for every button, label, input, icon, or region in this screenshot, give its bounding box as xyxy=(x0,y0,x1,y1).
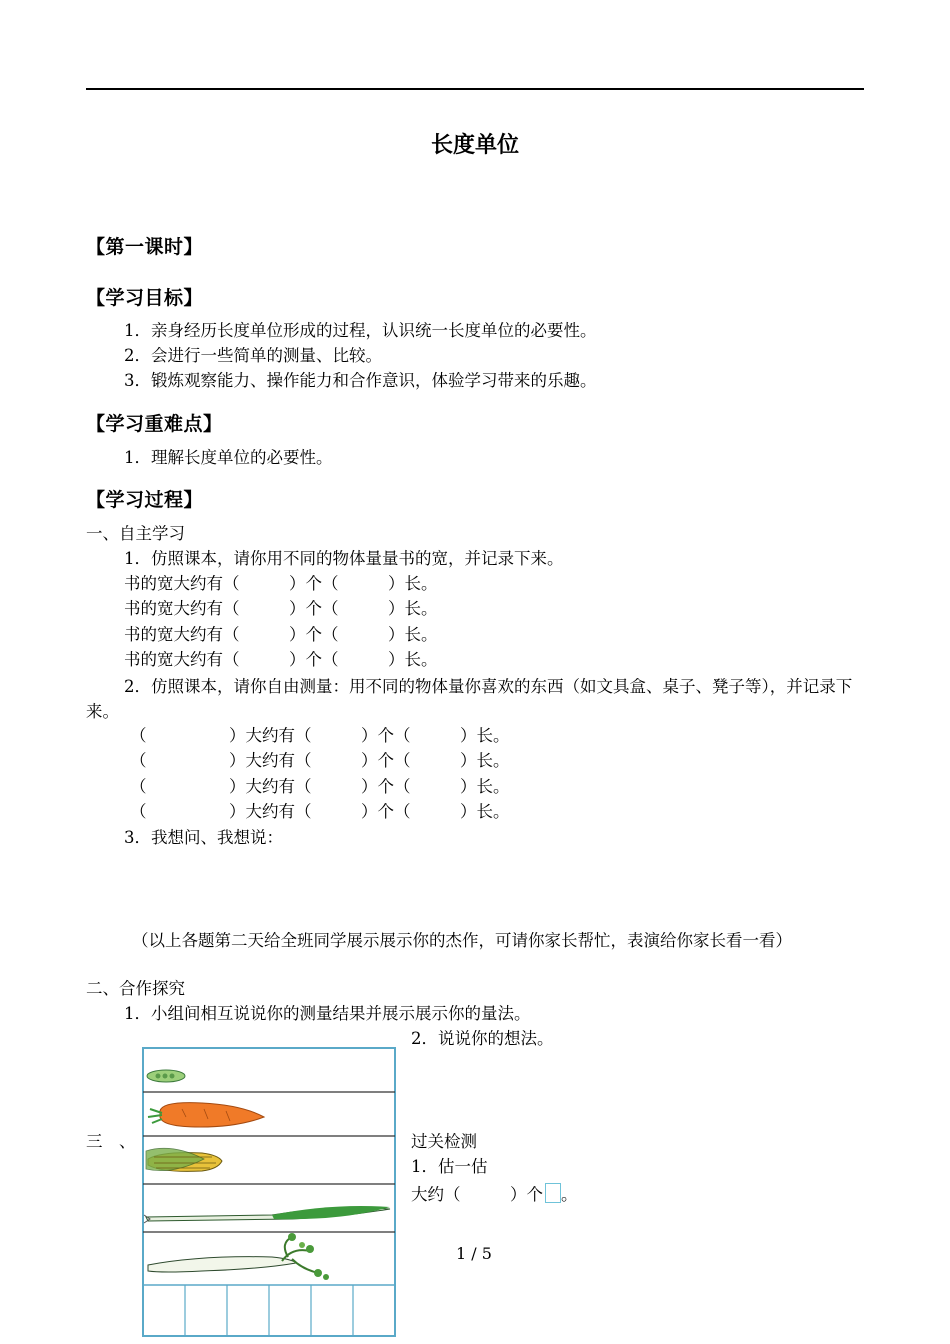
part3-prefix: 三 、 xyxy=(86,1132,136,1151)
page-title: 长度单位 xyxy=(430,132,519,158)
answer-box[interactable] xyxy=(545,1183,561,1203)
lesson-heading: 【第一课时】 xyxy=(86,236,204,258)
part3-heading: 过关检测 xyxy=(411,1132,477,1151)
fill-line: 书的宽大约有（ ）个（ ）长。 xyxy=(124,574,438,593)
part1-question-1: 1．仿照课本，请你用不同的物体量量书的宽，并记录下来。 xyxy=(124,549,564,568)
answer-suffix: 。 xyxy=(561,1185,578,1204)
fill-line: （ ）大约有（ ）个（ ）长。 xyxy=(130,751,510,770)
fill-line: 书的宽大约有（ ）个（ ）长。 xyxy=(124,625,438,644)
part1-heading: 一、自主学习 xyxy=(86,524,185,543)
part3-question-1: 1．估一估 xyxy=(411,1157,488,1176)
fill-line: （ ）大约有（ ）个（ ）长。 xyxy=(130,726,510,745)
fill-line: （ ）大约有（ ）个（ ）长。 xyxy=(130,802,510,821)
fill-line: （ ）大约有（ ）个（ ）长。 xyxy=(130,777,510,796)
vegetable-measurement-figure xyxy=(142,1047,396,1337)
part3-answer-line xyxy=(411,1183,578,1206)
key-item: 1．理解长度单位的必要性。 xyxy=(124,448,333,467)
fill-line: 书的宽大约有（ ）个（ ）长。 xyxy=(124,599,438,618)
part1-question-3: 3．我想问、我想说： xyxy=(124,828,283,847)
part1-question-2: 2．仿照课本，请你自由测量：用不同的物体量你喜欢的东西（如文具盒、桌子、凳子等），并记录下来。 xyxy=(86,677,853,721)
goal-item: 1．亲身经历长度单位形成的过程，认识统一长度单位的必要性。 xyxy=(124,321,597,340)
process-heading: 【学习过程】 xyxy=(86,489,204,511)
goals-heading: 【学习目标】 xyxy=(86,287,204,309)
page-number: 1 / 5 xyxy=(456,1244,492,1263)
answer-prefix: 大约（ ）个 xyxy=(411,1185,543,1204)
fill-line: 书的宽大约有（ ）个（ ）长。 xyxy=(124,650,438,669)
peapod-icon xyxy=(147,1070,185,1082)
part2-heading: 二、合作探究 xyxy=(86,979,185,998)
key-heading: 【学习重难点】 xyxy=(86,413,223,435)
header-rule xyxy=(86,88,864,90)
part1-note: （以上各题第二天给全班同学展示展示你的杰作，可请你家长帮忙，表演给你家长看一看） xyxy=(132,931,792,950)
part2-question-1: 1．小组间相互说说你的测量结果并展示展示你的量法。 xyxy=(124,1004,531,1023)
goal-item: 2．会进行一些简单的测量、比较。 xyxy=(124,346,382,365)
goal-item: 3．锻炼观察能力、操作能力和合作意识，体验学习带来的乐趣。 xyxy=(124,371,597,390)
part2-question-2: 2．说说你的想法。 xyxy=(411,1029,554,1048)
